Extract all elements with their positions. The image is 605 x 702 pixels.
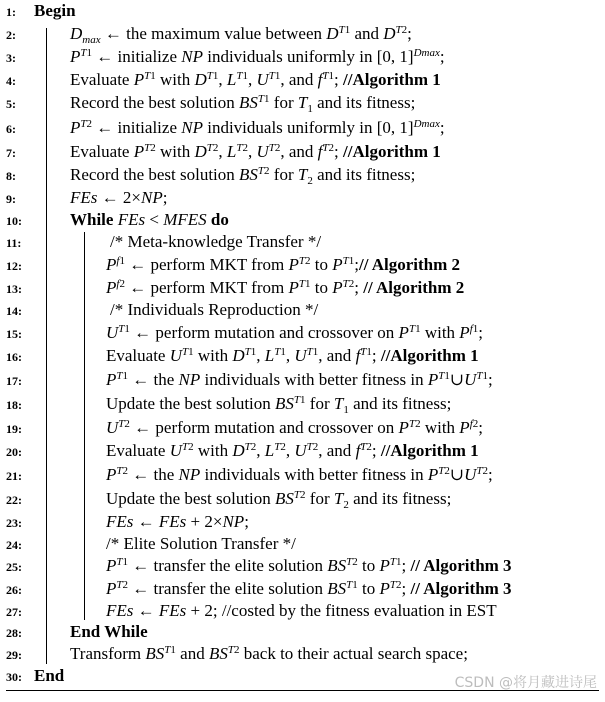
begin-scope-bar: [46, 28, 47, 664]
line-text: End While: [70, 622, 148, 641]
line-number: 10:: [6, 214, 22, 228]
line-number: 19:: [6, 422, 22, 436]
line-text: Evaluate $P^{T2}$ with $D^{T2}$, $L^{T2}$, $U^{T2}$, and $f^{T2}$; //Algorithm 1: [70, 142, 441, 161]
line-text: Evaluate $U^{T2}$ with $D^{T2}$, $L^{T2}$, $U^{T2}$, and $f^{T2}$; //Algorithm 1: [106, 441, 479, 460]
line-number: 15:: [6, 327, 22, 341]
line-number: 5:: [6, 97, 16, 111]
line-text: $P^{f1}$ ← perform MKT from $P^{T2}$ to $P^{T1};//$ Algorithm 2: [106, 255, 461, 274]
line-text: Evaluate $P^{T1}$ with $D^{T1}$, $L^{T1}$, $U^{T1}$, and $f^{T1}$; //Algorithm 1: [70, 70, 441, 89]
line-number: 2:: [6, 28, 16, 42]
line-text: Record the best solution $BS^{T1}$ for $T_1$ and its fitness;: [70, 93, 416, 115]
line-number: 23:: [6, 516, 22, 530]
line-text: $P^{T2}$ ← transfer the elite solution $BS^{T1}$ to $P^{T2}$; // Algorithm 3: [106, 579, 512, 598]
line-number: 16:: [6, 350, 22, 364]
line-number: 9:: [6, 192, 16, 206]
line-text: /* Individuals Reproduction */: [110, 300, 319, 319]
line-text: While FEs < MFES do: [70, 210, 229, 229]
line-number: 13:: [6, 282, 22, 296]
line-number: 27:: [6, 605, 22, 619]
line-text: Record the best solution $BS^{T2}$ for $T_2$ and its fitness;: [70, 165, 416, 187]
line-number: 21:: [6, 469, 22, 483]
line-text: Begin: [34, 1, 76, 20]
line-text: Update the best solution $BS^{T1}$ for $T_1$ and its fitness;: [106, 394, 452, 416]
line-text: Evaluate $U^{T1}$ with $D^{T1}$, $L^{T1}$, $U^{T1}$, and $f^{T1}$; //Algorithm 1: [106, 346, 479, 365]
line-text: /* Meta-knowledge Transfer */: [110, 232, 322, 251]
line-number: 28:: [6, 626, 22, 640]
line-text: $P^{T2}$ ← initialize NP individuals uniformly in [0, 1]$^{Dmax}$;: [70, 118, 445, 137]
line-text: /* Elite Solution Transfer */: [106, 534, 296, 553]
line-number: 12:: [6, 259, 22, 273]
line-number: 24:: [6, 538, 22, 552]
line-text: FEs ← FEs + 2; //costed by the fitness evaluation in EST: [106, 601, 497, 620]
line-text: End: [34, 666, 65, 685]
line-number: 11:: [6, 236, 22, 250]
line-number: 18:: [6, 398, 22, 412]
line-number: 17:: [6, 374, 22, 388]
while-scope-bar: [84, 232, 85, 620]
line-number: 14:: [6, 304, 22, 318]
line-text: $U^{T2}$ ← perform mutation and crossover on $P^{T2}$ with $P^{f2}$;: [106, 418, 483, 437]
line-number: 6:: [6, 122, 16, 136]
line-number: 3:: [6, 51, 16, 65]
line-text: Update the best solution $BS^{T2}$ for $T_2$ and its fitness;: [106, 489, 452, 511]
line-text: $U^{T1}$ ← perform mutation and crossover on $P^{T1}$ with $P^{f1}$;: [106, 323, 483, 342]
line-number: 22:: [6, 493, 22, 507]
watermark: CSDN @将月藏进诗尾: [454, 675, 597, 691]
line-number: 1:: [6, 5, 16, 19]
line-number: 8:: [6, 169, 16, 183]
line-text: $P^{T1}$ ← initialize NP individuals uniformly in [0, 1]$^{Dmax}$;: [70, 47, 445, 66]
line-text: $P^{f2}$ ← perform MKT from $P^{T1}$ to $P^{T2}$; // Algorithm 2: [106, 278, 465, 297]
line-number: 7:: [6, 146, 16, 160]
line-text: FEs ← 2×NP;: [70, 188, 168, 207]
line-text: Transform $BS^{T1}$ and $BS^{T2}$ back to their actual search space;: [70, 644, 468, 663]
line-number: 20:: [6, 445, 22, 459]
line-number: 30:: [6, 670, 22, 684]
line-text: $P^{T2}$ ← the NP individuals with better fitness in $P^{T2}\cup U^{T2}$;: [106, 465, 493, 484]
line-text: FEs ← FEs + 2×NP;: [106, 512, 249, 531]
line-text: $D_{max}$ ← the maximum value between $D^{T1}$ and $D^{T2}$;: [70, 24, 412, 46]
line-number: 4:: [6, 74, 16, 88]
line-number: 25:: [6, 560, 22, 574]
line-text: $P^{T1}$ ← transfer the elite solution $BS^{T2}$ to $P^{T1}$; // Algorithm 3: [106, 556, 512, 575]
line-number: 29:: [6, 648, 22, 662]
line-number: 26:: [6, 583, 22, 597]
line-text: $P^{T1}$ ← the NP individuals with better fitness in $P^{T1}\cup U^{T1}$;: [106, 370, 493, 389]
